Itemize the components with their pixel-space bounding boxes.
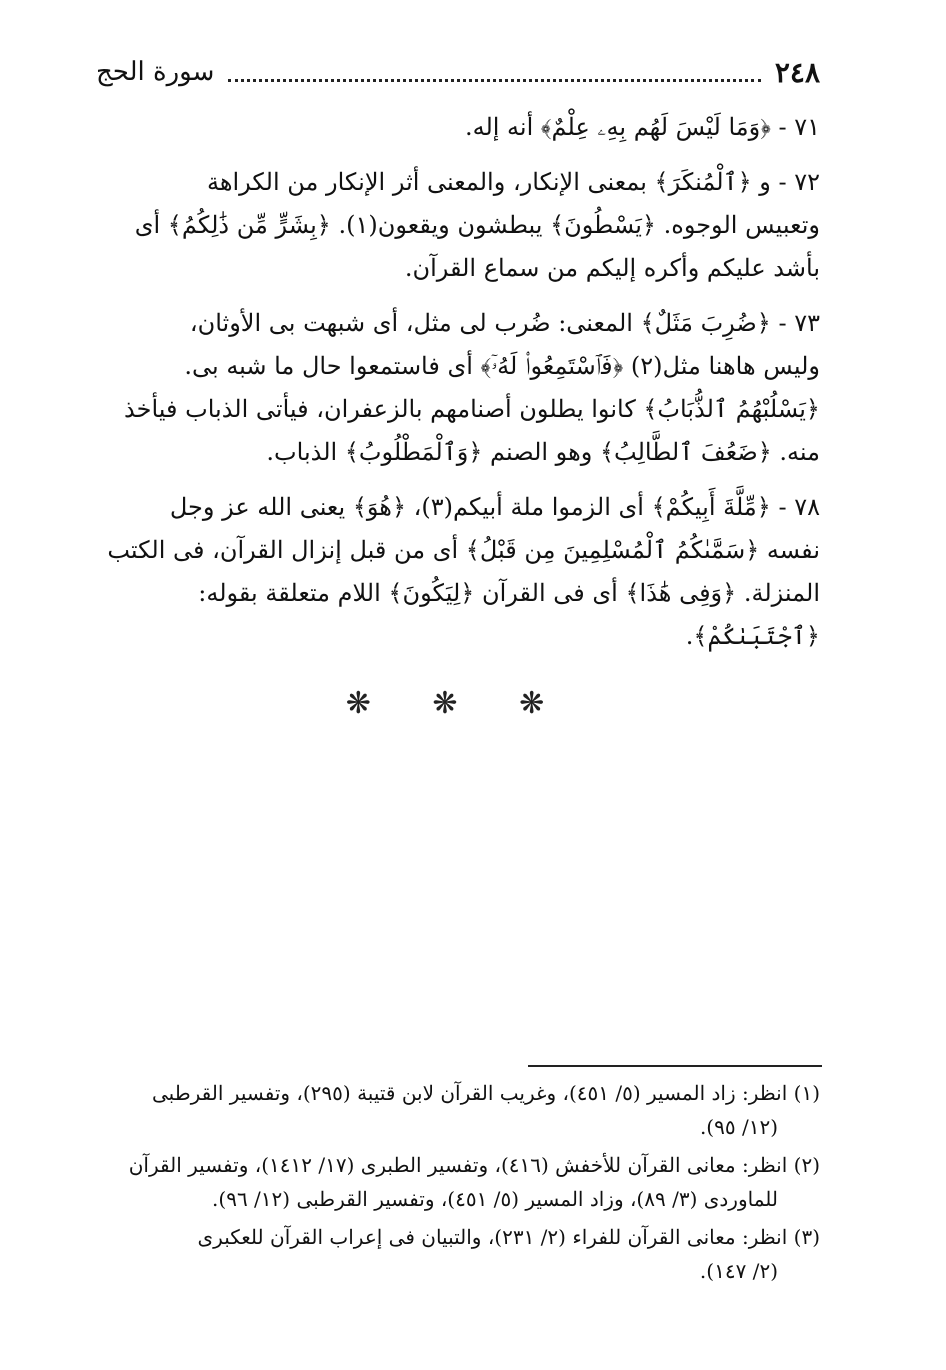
- commentary-verse-73: [96, 302, 820, 474]
- text-line: وتعبيس الوجوه. ﴿يَسْطُونَ﴾ يبطشون ويقعون(١). ﴿بِشَرٍّ مِّن ذَٰلِكُمُ﴾ أى: [134, 211, 820, 239]
- footnote-line: (٢) انظر: معانى القرآن للأخفش (٤١٦)، وتفسير الطبرى (١٧/ ١٤١٢)، وتفسير القرآن: [128, 1153, 820, 1177]
- text-line: وليس هاهنا مثل(٢) ﴿فَٱسْتَمِعُوا۟ لَهُۥٓ﴾ أى فاستمعوا حال ما شبه بى.: [184, 352, 820, 380]
- commentary-verse-72: [96, 161, 820, 290]
- page-number: ٢٤٨: [774, 55, 820, 89]
- footnote-rule: [528, 1065, 822, 1067]
- section-separator-stars: ❋ ❋ ❋: [345, 686, 571, 721]
- footnote-line: (١٢/ ٩٥).: [699, 1115, 778, 1139]
- footnote-line: للماوردى (٣/ ٨٩)، وزاد المسير (٥/ ٤٥١)، وتفسير القرطبى (١٢/ ٩٦).: [212, 1187, 778, 1211]
- surah-title: سورة الحج: [96, 57, 215, 87]
- text-line: ٧١ - ﴿وَمَا لَيْسَ لَهُم بِهِۦ عِلْمٌ﴾ أنه إله.: [464, 113, 820, 141]
- commentary-verse-71: [96, 106, 820, 149]
- page-header: [96, 50, 820, 94]
- text-line: ٧٢ - و ﴿ٱلْمُنكَرَ﴾ بمعنى الإنكار، والمعنى أثر الإنكار من الكراهة: [206, 168, 820, 196]
- footnote-line: (٢/ ١٤٧).: [699, 1259, 778, 1283]
- header-dotted-leader: [228, 79, 761, 82]
- footnote-line: (١) انظر: زاد المسير (٥/ ٤٥١)، وغريب القرآن لابن قتيبة (٢٩٥)، وتفسير القرطبى: [152, 1081, 820, 1105]
- commentary-verse-78: [96, 486, 820, 658]
- text-line: ٧٣ - ﴿ضُرِبَ مَثَلٌ﴾ المعنى: ضُرب لى مثل، أى شبهت بى الأوثان،: [189, 309, 820, 337]
- text-line: ٧٨ - ﴿مِّلَّةَ أَبِيكُمْ﴾ أى الزموا ملة أبيكم(٣)، ﴿هُوَ﴾ يعنى الله عز وجل: [169, 493, 820, 521]
- footnote-line: (٣) انظر: معانى القرآن للفراء (٢/ ٢٣١)، والتبيان فى إعراب القرآن للعكبرى: [197, 1225, 820, 1249]
- text-line: منه. ﴿ضَعُفَ ٱلطَّالِبُ﴾ وهو الصنم ﴿وَٱلْمَطْلُوبُ﴾ الذباب.: [266, 438, 820, 466]
- footnote-3: [96, 1220, 820, 1288]
- footnote-2: [96, 1148, 820, 1216]
- text-line: ﴿يَسْلُبْهُمُ ٱلذُّبَابُ﴾ كانوا يطلون أصنامهم بالزعفران، فيأتى الذباب فيأخذ: [124, 395, 820, 423]
- text-line: المنزلة. ﴿وَفِى هَٰذَا﴾ أى فى القرآن ﴿لِيَكُونَ﴾ اللام متعلقة بقوله:: [198, 579, 820, 607]
- text-line: نفسه ﴿سَمَّىٰكُمُ ٱلْمُسْلِمِينَ مِن قَبْلُ﴾ أى من قبل إنزال القرآن، فى الكتب: [107, 536, 820, 564]
- text-line: بأشد عليكم وأكره إليكم من سماع القرآن.: [404, 254, 820, 282]
- commentary-body: [96, 106, 820, 670]
- footnotes: [96, 1076, 820, 1292]
- text-line: ﴿ٱجْتَبَىٰكُمْ﴾.: [685, 622, 820, 650]
- footnote-1: [96, 1076, 820, 1144]
